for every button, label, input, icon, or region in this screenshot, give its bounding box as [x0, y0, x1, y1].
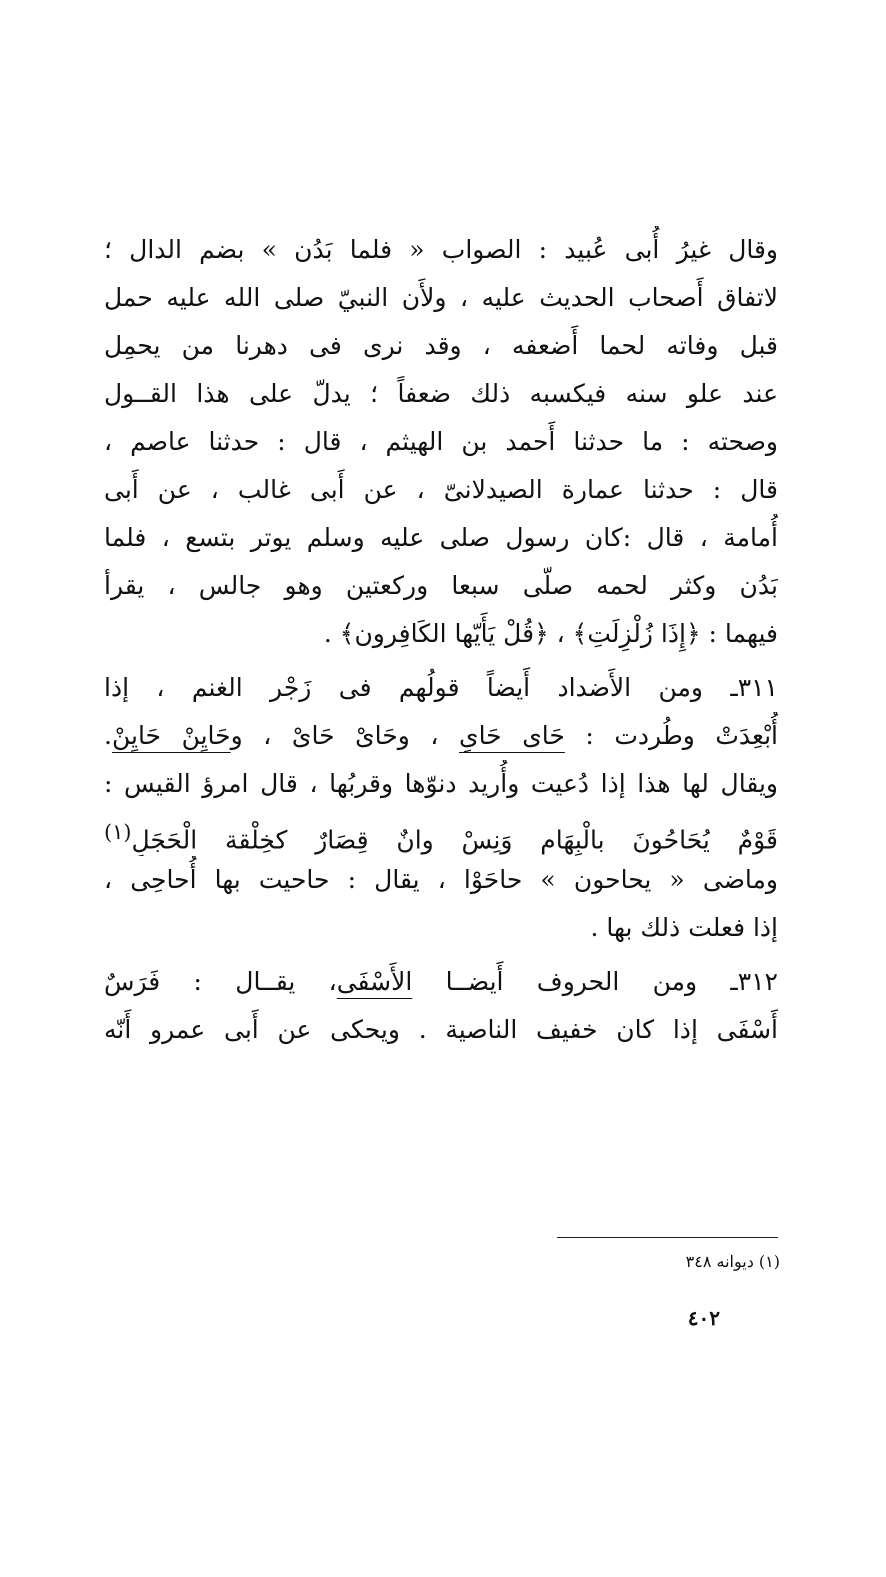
text-line: بَدُن وكثر لحمه صلّى سبعا وركعتين وهو جالس ، يقرأ: [104, 571, 778, 600]
main-text: [104, 226, 778, 1054]
text-line: وصحته : ما حدثنا أَحمد بن الهيثم ، قال : حدثنا عاصم ،: [104, 427, 778, 456]
text-line: لاتفاق أَصحاب الحديث عليه ، ولأَن النبيّ صلى الله عليه حمل: [104, 283, 778, 312]
p312-lead: ٣١٢ـ ومن الحروف أَيضــا: [445, 967, 778, 996]
underlined-call-2: حَايِنْ حَايِنْ: [111, 721, 231, 750]
page-number: ٤٠٢: [687, 1306, 720, 1330]
text-line: وماضى « يحاحون » حاحَوْا ، يقال : حاحيت بها أُحاحِى ،: [104, 865, 778, 894]
text-line: فيهما : ﴿إِذَا زُلْزِلَتِ﴾ ، ﴿قُلْ يَأَيّها الكَافِرون﴾ .: [323, 619, 778, 648]
p312-tail: ، يقــال : فَرَسٌ: [104, 967, 337, 996]
paragraph-312-first-line: [104, 958, 778, 1006]
text-line: قال : حدثنا عمارة الصيدلانىّ ، عن أَبى غالب ، عن أَبى: [104, 475, 778, 504]
calls-lead: أُبْعِدَتْ وطُردت :: [585, 721, 778, 750]
paragraph-311-first-line: ٣١١ـ ومن الأَضداد أَيضاً قولُهم فى زَجْر الغنم ، إذا: [104, 673, 778, 702]
footnote-marker: (١): [104, 820, 132, 844]
footnote-divider: [557, 1237, 778, 1238]
verse-line: [104, 808, 778, 856]
text-line: إذا فعلت ذلك بها .: [590, 913, 778, 942]
footnote: (١) ديوانه ٣٤٨: [685, 1252, 780, 1271]
calls-mid: ، وحَاىْ حَاىْ ، و: [230, 721, 439, 750]
underlined-call-1: حَاى حَاىِ: [459, 721, 565, 750]
text-line: أَسْفَى إذا كان خفيف الناصية . ويحكى عن أَبى عمرو أَنّه: [104, 1015, 778, 1044]
text-line: ويقال لها هذا إذا دُعيت وأُريد دنوّها وقربُها ، قال امرؤ القيس :: [104, 769, 778, 798]
text-line: قبل وفاته لحما أَضعفه ، وقد نرى فى دهرنا من يحمِل: [104, 331, 778, 360]
verse-second-hemistich: وانٌ قِصَارٌ كخِلْقة الْحَجَلِ: [131, 825, 434, 855]
underlined-keyword: الأَسْفَى: [336, 967, 413, 996]
text-line: أُمامة ، قال :كان رسول صلى عليه وسلم يوتر بتسع ، فلما: [104, 523, 778, 552]
text-line: وقال غيرُ أُبى عُبيد : الصواب « فلما بَدُن » بضم الدال ؛: [104, 235, 778, 264]
calls-end: .: [104, 721, 112, 750]
verse-first-hemistich: قَوْمٌ يُحَاحُونَ بالْبِهَام وَنِسْ: [461, 825, 778, 855]
paragraph-311-calls-line: [104, 712, 778, 760]
text-line: عند علو سنه فيكسبه ذلك ضعفاً ؛ يدلّ على هذا القــول: [104, 379, 778, 408]
